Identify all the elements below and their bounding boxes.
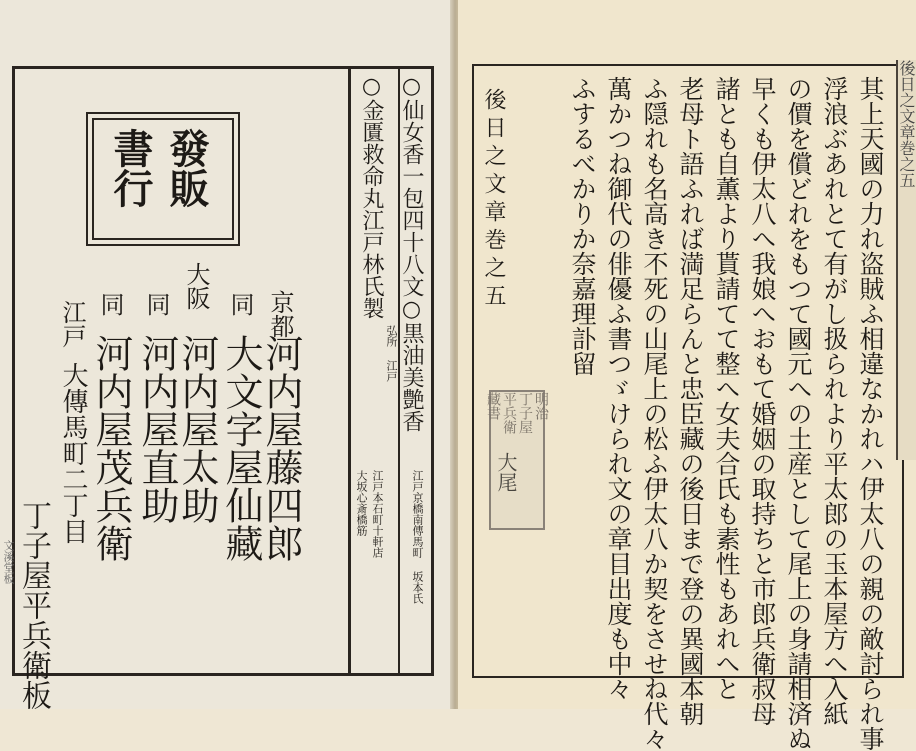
advertisement-note: 江戸京橋南傳馬町 坂本氏 <box>411 470 424 604</box>
publisher-city: 江戸 <box>58 300 86 348</box>
next-page-edge <box>896 60 916 460</box>
seal-text: 丁子屋 <box>517 392 533 434</box>
publisher-name: 大文字屋仙藏 <box>219 334 263 562</box>
body-text-line: 其上天國の力れ盗賊ふ相違なかれハ伊太八の親の敵討られ事 <box>856 76 885 751</box>
body-text-line: 早くも伊太八へ我娘へおもて婚姻の取持ちと市郎兵衛叔母 <box>748 76 777 726</box>
publisher-name: 河内屋直助 <box>135 334 179 524</box>
body-text-line: 浮浪ぶあれとて有がし扱られより平太郎の玉本屋方へ入紙 <box>820 76 849 726</box>
publisher-city: 同 <box>96 292 124 316</box>
seal-text: 平兵衛 <box>501 392 517 434</box>
book-title: 後日之文章巻之五 <box>481 88 506 312</box>
edge-note: 文溪堂板 <box>2 540 15 584</box>
ad-divider <box>348 66 351 674</box>
closing-mark: 大尾 <box>494 452 518 492</box>
body-text-line: 諸とも自薫より貰請てて整へ女夫合氏も素性もあれへと <box>712 76 741 701</box>
publisher-name: 丁子屋平兵衛板 <box>16 500 51 710</box>
advertisement-address: 大坂心斎橋筋 <box>355 470 368 536</box>
publisher-city: 同 <box>226 292 254 316</box>
ownership-seal <box>485 390 549 530</box>
publisher-name: 河内屋太助 <box>175 334 219 524</box>
advertisement-column: ○金匱救命丸江戸林氏製 <box>359 74 384 319</box>
body-text-line: ふするべかりか奈嘉理訃留 <box>568 76 597 376</box>
publisher-city: 大阪 <box>182 262 210 310</box>
right-page <box>458 0 916 751</box>
next-page-edge-title: 後日之文章巻之五 <box>897 60 916 188</box>
publisher-city: 京都 <box>266 290 294 338</box>
advertisement-column: ○仙女香一包四十八文○黒油美艶香 <box>399 74 424 432</box>
title-column-right: 發販 <box>163 128 210 208</box>
publisher-name: 河内屋茂兵衛 <box>89 334 133 562</box>
body-text-line: 老母ト語ふれば満足らんと忠臣藏の後日まで登の異國本朝 <box>676 76 705 726</box>
title-box <box>86 112 240 246</box>
body-text-line: の價を償どれをもつて國元への土産として尾上の身請相済ぬ <box>784 76 813 751</box>
seal-text: 藏書 <box>485 392 501 420</box>
title-column-left: 書行 <box>107 128 154 208</box>
advertisement-note: 弘所 江戸 <box>385 325 398 382</box>
publisher-city: 同 <box>142 292 170 316</box>
left-page <box>0 0 452 709</box>
advertisement-address: 江戸本石町十軒店 <box>371 470 384 558</box>
body-text-line: ふ隠れも名高き不死の山尾上の松ふ伊太八か契をさせね代々 <box>640 76 669 751</box>
publisher-address: 大傳馬町二丁目 <box>58 362 88 544</box>
publisher-name: 河内屋藤四郎 <box>259 334 303 562</box>
seal-text: 明治 <box>533 392 549 420</box>
body-text-line: 萬かつね御代の俳優ふ書つゞけられ文の章目出度も中々 <box>604 76 633 701</box>
